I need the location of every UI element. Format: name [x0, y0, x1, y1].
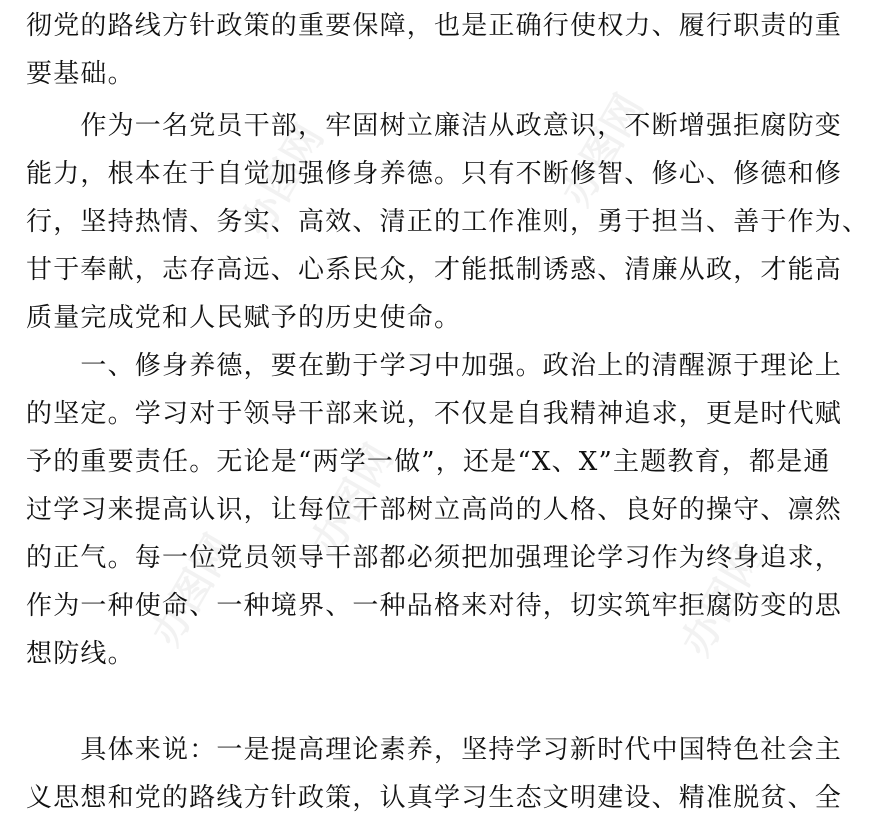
text-line: 要基础。: [26, 59, 135, 89]
text-line: 的坚定。学习对于领导干部来说，不仅是自我精神追求，更是时代赋: [26, 399, 843, 429]
text-line: 彻党的路线方针政策的重要保障，也是正确行使权力、履行职责的重: [26, 11, 843, 41]
text-line: 能力，根本在于自觉加强修身养德。只有不断修智、修心、修德和修: [26, 159, 843, 189]
text-line: 作为一种使命、一种境界、一种品格来对待，切实筑牢拒腐防变的思: [26, 591, 843, 621]
text-line: 的正气。每一位党员领导干部都必须把加强理论学习作为终身追求，: [26, 543, 843, 573]
text-line: 过学习来提高认识，让每位干部树立高尚的人格、良好的操守、凛然: [26, 495, 843, 525]
paragraph: [26, 2, 843, 98]
paragraph: [26, 102, 869, 342]
text-line: 行，坚持热情、务实、高效、清正的工作准则，勇于担当、善于作为、: [26, 207, 869, 237]
text-line: 予的重要责任。无论是“两学一做”，还是“X、X”主题教育，都是通: [26, 447, 831, 477]
watermark: 办图网: [233, 116, 333, 244]
text-line: 想防线。: [26, 639, 135, 669]
watermark: 办图网: [143, 526, 243, 654]
paragraph: [26, 342, 843, 678]
text-line: 质量完成党和人民赋予的历史使命。: [26, 303, 462, 333]
watermark: 办图网: [673, 536, 773, 664]
watermark: 办图网: [303, 436, 403, 564]
paragraph: [26, 726, 843, 822]
text-line: 甘于奉献，志存高远、心系民众，才能抵制诱惑、清廉从政，才能高: [26, 255, 843, 285]
text-line: 一、修身养德，要在勤于学习中加强。政治上的清醒源于理论上: [26, 351, 843, 381]
watermark: 办图网: [553, 86, 653, 214]
text-line: 具体来说：一是提高理论素养，坚持学习新时代中国特色社会主: [26, 735, 843, 765]
text-line: 作为一名党员干部，牢固树立廉洁从政意识，不断增强拒腐防变: [26, 111, 843, 141]
text-line: 义思想和党的路线方针政策，认真学习生态文明建设、精准脱贫、全: [26, 783, 843, 813]
